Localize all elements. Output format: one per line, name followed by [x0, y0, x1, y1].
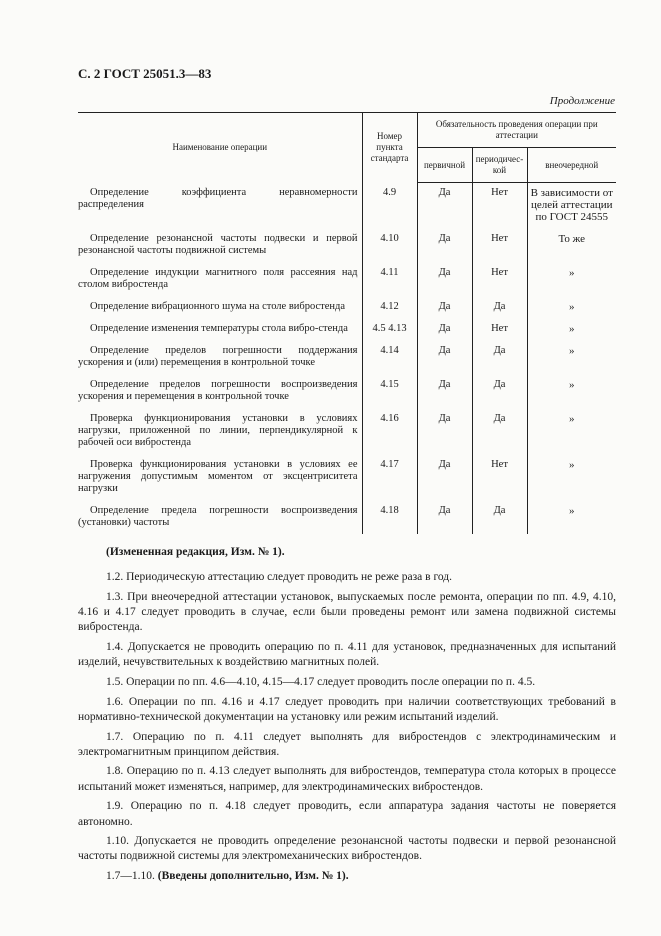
- cell-periodic: Нет: [472, 454, 527, 500]
- operation-name-text: Определение изменения температуры стола вибро-стенда: [90, 323, 348, 334]
- cell-extra: »: [527, 500, 616, 534]
- cell-operation-name: [78, 296, 362, 318]
- cell-primary: Да: [417, 318, 472, 340]
- cell-extra: »: [527, 454, 616, 500]
- cell-clause-number: 4.5 4.13: [362, 318, 417, 340]
- col-header-group: Обязательность проведения операции при аттестации: [417, 113, 616, 148]
- table-row: [78, 408, 616, 454]
- cell-clause-number: 4.9: [362, 183, 417, 229]
- cell-operation-name: [78, 500, 362, 534]
- operation-name-text: Проверка функционирования установки в условиях нагрузки, приложенной по линии, перпендикулярной к рабочей оси вибростенда: [78, 413, 358, 448]
- operation-name-text: Проверка функционирования установки в условиях ее нагружения допустимым моментом от эксцентриситета нагрузки: [78, 459, 358, 494]
- paragraph-1-10: 1.10. Допускается не проводить определение резонансной частоты подвески и первой резонансной частоты подвижной системы для электромеханических вибростендов.: [78, 835, 616, 863]
- table-row: [78, 318, 616, 340]
- table-row: [78, 183, 616, 229]
- cell-primary: Да: [417, 183, 472, 229]
- cell-operation-name: [78, 183, 362, 229]
- cell-periodic: Да: [472, 500, 527, 534]
- cell-clause-number: 4.12: [362, 296, 417, 318]
- cell-primary: Да: [417, 262, 472, 296]
- final-note-bold: (Введены дополнительно, Изм. № 1).: [157, 870, 349, 883]
- paragraph-1-8: 1.8. Операцию по п. 4.13 следует выполнять для вибростендов, температура стола которых в процессе испытаний может изменяться, например, для электродинамических вибростендов.: [78, 765, 616, 793]
- cell-extra: »: [527, 296, 616, 318]
- paragraph-1-2: 1.2. Периодическую аттестацию следует проводить не реже раза в год.: [106, 571, 453, 584]
- amended-note: (Измененная редакция, Изм. № 1).: [106, 546, 285, 558]
- operation-name-text: Определение пределов погрешности воспроизведения ускорения и перемещения в контрольной точке: [78, 379, 358, 402]
- table-row: [78, 454, 616, 500]
- cell-primary: Да: [417, 374, 472, 408]
- cell-periodic: Нет: [472, 228, 527, 262]
- cell-operation-name: [78, 318, 362, 340]
- page-header: С. 2 ГОСТ 25051.3—83: [78, 66, 212, 81]
- col-header-name: Наименование операции: [78, 113, 362, 183]
- cell-clause-number: 4.18: [362, 500, 417, 534]
- cell-extra: »: [527, 340, 616, 374]
- cell-periodic: Да: [472, 374, 527, 408]
- cell-clause-number: 4.14: [362, 340, 417, 374]
- cell-extra: »: [527, 318, 616, 340]
- cell-operation-name: [78, 454, 362, 500]
- paragraph-1-4: 1.4. Допускается не проводить операцию по п. 4.11 для установок, предназначенных для испытаний изделий, нечувствительных к воздействию магнитных полей.: [78, 641, 616, 669]
- cell-operation-name: [78, 340, 362, 374]
- cell-clause-number: 4.11: [362, 262, 417, 296]
- cell-primary: Да: [417, 340, 472, 374]
- table-body: [78, 183, 616, 535]
- col-header-primary: первичной: [417, 148, 472, 183]
- table-row: [78, 296, 616, 318]
- final-note: [78, 869, 616, 884]
- cell-primary: Да: [417, 296, 472, 318]
- cell-operation-name: [78, 408, 362, 454]
- col-header-periodic: периодичес-кой: [472, 148, 527, 183]
- table-row: [78, 340, 616, 374]
- cell-periodic: Нет: [472, 183, 527, 229]
- continuation-label: Продолжение: [549, 95, 615, 107]
- cell-extra: В зависимости от целей аттестации по ГОСТ 24555: [527, 183, 616, 229]
- operation-name-text: Определение вибрационного шума на столе вибростенда: [90, 301, 346, 312]
- cell-clause-number: 4.17: [362, 454, 417, 500]
- table-row: [78, 500, 616, 534]
- operation-name-text: Определение индукции магнитного поля рассеяния над столом вибростенда: [78, 267, 358, 290]
- col-header-extra: внеочередной: [527, 148, 616, 183]
- cell-clause-number: 4.15: [362, 374, 417, 408]
- cell-extra: »: [527, 374, 616, 408]
- cell-clause-number: 4.10: [362, 228, 417, 262]
- cell-operation-name: [78, 374, 362, 408]
- table-row: [78, 228, 616, 262]
- cell-extra: То же: [527, 228, 616, 262]
- cell-operation-name: [78, 228, 362, 262]
- cell-operation-name: [78, 262, 362, 296]
- cell-primary: Да: [417, 408, 472, 454]
- paragraph-1-3: 1.3. При внеочередной аттестации установок, выпускаемых после ремонта, операции по пп. 4.9, 4.10, 4.16 и 4.17 следует проводить в случае, если были проведены ремонт или замена подвижной системы вибростенда.: [78, 590, 616, 634]
- cell-periodic: Да: [472, 296, 527, 318]
- cell-primary: Да: [417, 500, 472, 534]
- final-note-ref: 1.7—1.10.: [106, 870, 155, 883]
- cell-primary: Да: [417, 454, 472, 500]
- cell-clause-number: 4.16: [362, 408, 417, 454]
- body-text: [78, 545, 616, 889]
- cell-extra: »: [527, 262, 616, 296]
- cell-extra: »: [527, 408, 616, 454]
- operation-name-text: Определение пределов погрешности поддержания ускорения и (или) перемещения в контрольной точке: [78, 345, 358, 368]
- cell-periodic: Да: [472, 408, 527, 454]
- operation-name-text: Определение резонансной частоты подвески и первой резонансной частоты подвижной системы: [78, 233, 358, 256]
- table-row: [78, 262, 616, 296]
- operation-name-text: Определение предела погрешности воспроизведения (установки) частоты: [78, 505, 358, 528]
- paragraph-1-5: 1.5. Операции по пп. 4.6—4.10, 4.15—4.17 следует проводить после операции по п. 4.5.: [106, 675, 536, 688]
- cell-periodic: Да: [472, 340, 527, 374]
- col-header-number: Номер пункта стандарта: [362, 113, 417, 183]
- operations-table: [78, 112, 616, 534]
- cell-periodic: Нет: [472, 262, 527, 296]
- table-row: [78, 374, 616, 408]
- paragraph-1-7: 1.7. Операцию по п. 4.11 следует выполнять для вибростендов с электродинамическим и электромагнитным принципом действия.: [78, 730, 616, 758]
- operation-name-text: Определение коэффициента неравномерности распределения: [78, 186, 358, 210]
- cell-periodic: Нет: [472, 318, 527, 340]
- cell-primary: Да: [417, 228, 472, 262]
- paragraph-1-9: 1.9. Операцию по п. 4.18 следует проводить, если аппаратура задания частоты не поверяется автономно.: [78, 800, 616, 828]
- paragraph-1-6: 1.6. Операции по пп. 4.16 и 4.17 следует проводить при наличии соответствующих требований в нормативно-технической документации на установку или режим испытаний изделий.: [78, 695, 616, 723]
